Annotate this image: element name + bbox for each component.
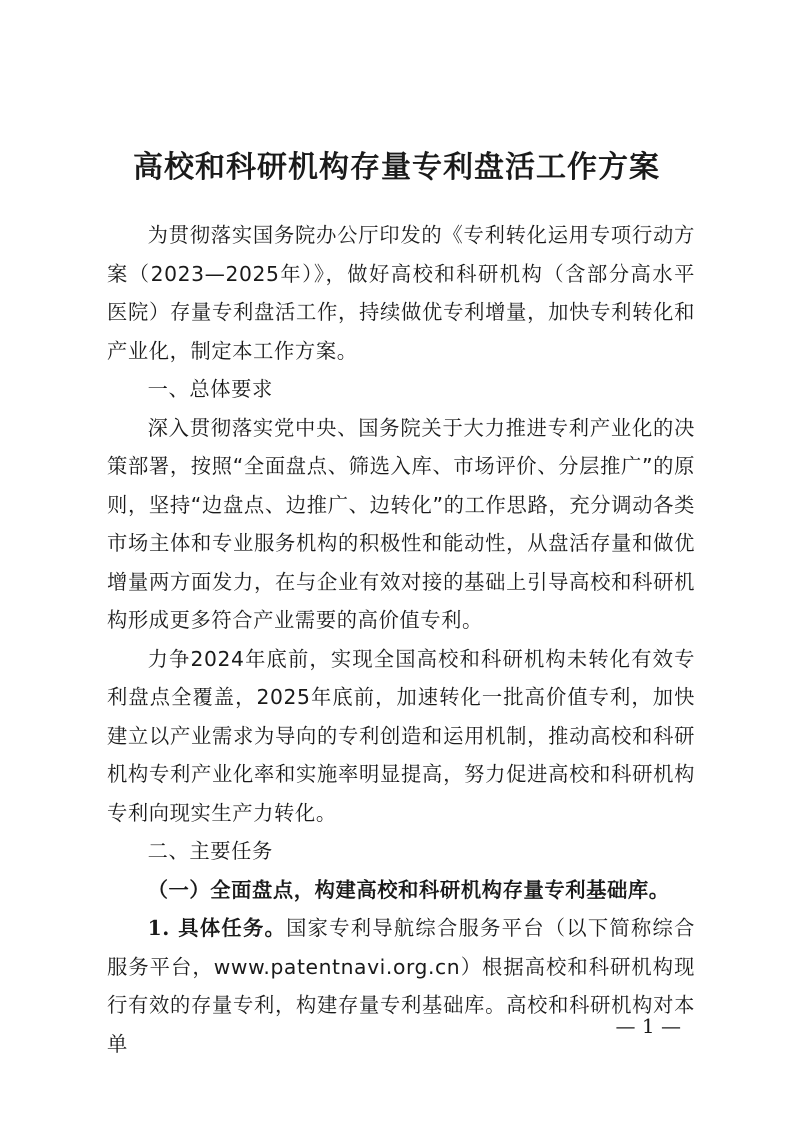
section1-paragraph-1: 深入贯彻落实党中央、国务院关于大力推进专利产业化的决策部署，按照“全面盘点、筛选入库、市场评价、分层推广”的原则，坚持“边盘点、边推广、边转化”的工作思路，充分调动各类市场主体和专业服务机构的积极性和能动性，从盘活存量和做优增量两方面发力，在与企业有效对接的基础上引导高校和科研机构形成更多符合产业需要的高价值专利。 [107, 415, 695, 632]
section2-heading: 二、主要任务 [147, 839, 273, 863]
section2-subheading-1: （一）全面盘点，构建高校和科研机构存量专利基础库。 [147, 877, 670, 902]
task1-text: 国家专利导航综合服务平台（以下简称综合服务平台，www.patentnavi.org.cn）根据高校和科研机构现行有效的存量专利，构建存量专利基础库。高校和科研机构对本单 [107, 916, 695, 1056]
document-title: 高校和科研机构存量专利盘活工作方案 [133, 150, 660, 185]
section1-heading: 一、总体要求 [147, 377, 273, 401]
task1-lead: 1. 具体任务。 [147, 916, 287, 940]
task1-paragraph [107, 909, 695, 1063]
section1-paragraph-2: 力争2024年底前，实现全国高校和科研机构未转化有效专利盘点全覆盖，2025年底前，加速转化一批高价值专利，加快建立以产业需求为导向的专利创造和运用机制，推动高校和科研机构专利产业化率和实施率明显提高，努力促进高校和科研机构专利向现实生产力转化。 [107, 646, 695, 825]
document-body [107, 216, 695, 1063]
page-number: — 1 — [615, 1014, 681, 1038]
intro-paragraph: 为贯彻落实国务院办公厅印发的《专利转化运用专项行动方案（2023—2025年）》，做好高校和科研机构（含部分高水平医院）存量专利盘活工作，持续做优专利增量，加快专利转化和产业化，制定本工作方案。 [107, 223, 695, 363]
